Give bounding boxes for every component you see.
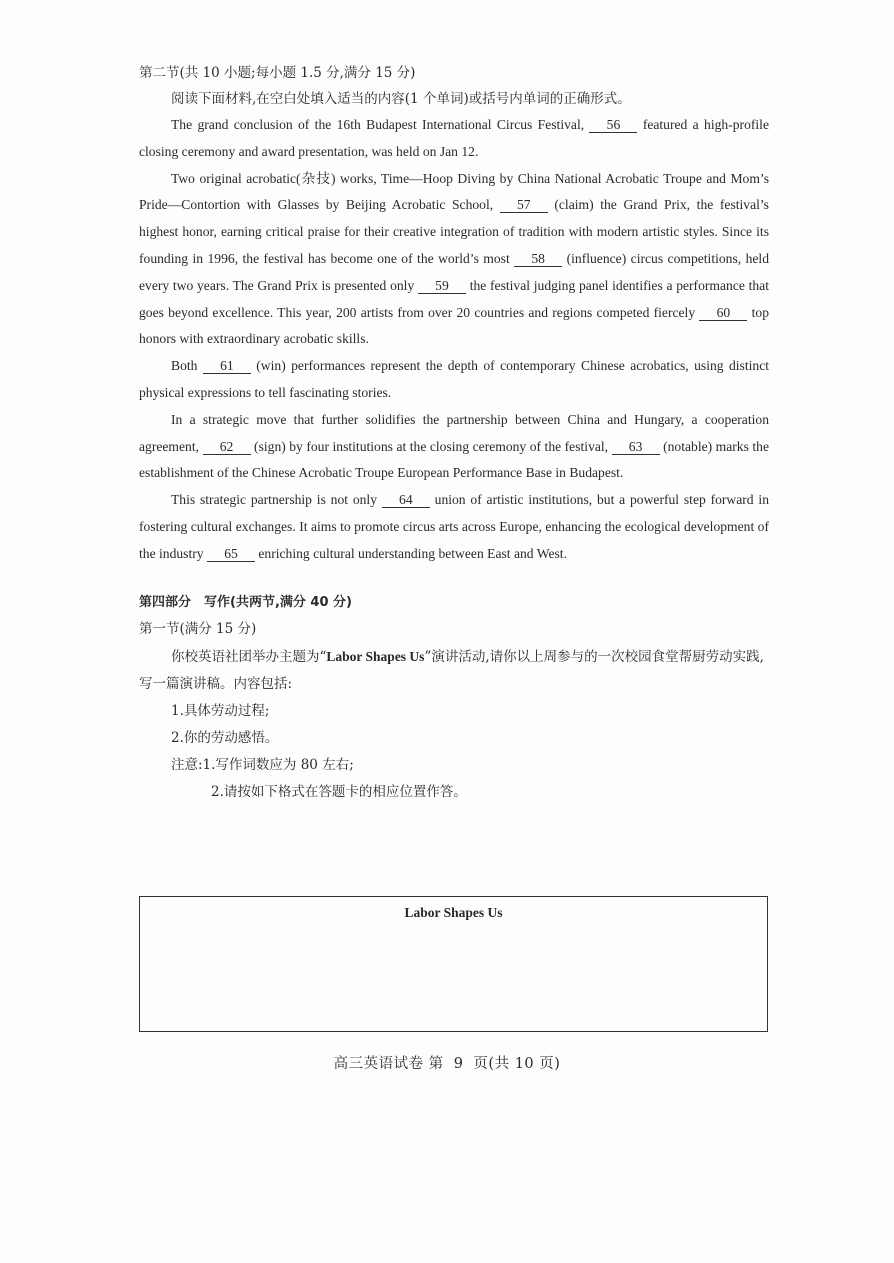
writing-note-2: 2.请按如下格式在答题卡的相应位置作答。 — [211, 783, 467, 800]
passage-paragraph-3 — [139, 353, 769, 407]
writing-prompt-theme: Labor Shapes Us — [326, 648, 425, 664]
writing-prompt-text: ”演讲活动,请你以上周参与的一次校园食堂帮厨劳动实践,写一篇演讲稿。内容包括: — [139, 648, 764, 692]
blank-60[interactable]: 60 — [699, 305, 747, 321]
blank-64[interactable]: 64 — [382, 492, 430, 508]
footer-left: 高三英语试卷 第 — [333, 1056, 444, 1072]
writing-item-1: 1.具体劳动过程; — [171, 702, 270, 719]
blank-65[interactable]: 65 — [207, 546, 255, 562]
blank-63[interactable]: 63 — [612, 439, 660, 455]
passage-text: This strategic partnership is not only — [171, 492, 378, 508]
passage-text: enriching cultural understanding between East and West. — [258, 545, 567, 561]
blank-57[interactable]: 57 — [500, 197, 548, 213]
passage-text: (claim) the Grand Prix, the festival’s highest honor, earning critical praise for their creative integration of tradition with modern artistic styles. Since its founding in 1996, the festival has become one of the world’s most — [139, 197, 769, 266]
passage-paragraph-1 — [139, 112, 769, 166]
passage-text: union of artistic institutions, but a powerful step forward in fostering cultural exchanges. It aims to promote circus arts across Europe, enhancing the ecological development of the industry — [139, 492, 769, 561]
footer-right: 页(共 10 页) — [473, 1056, 561, 1072]
blank-59[interactable]: 59 — [418, 278, 466, 294]
blank-56[interactable]: 56 — [589, 117, 637, 133]
part4-section1-title: 第一节(满分 15 分) — [139, 620, 257, 637]
section2-instruction: 阅读下面材料,在空白处填入适当的内容(1 个单词)或括号内单词的正确形式。 — [171, 91, 631, 107]
passage-text: (sign) by four institutions at the closing ceremony of the festival, — [254, 438, 609, 454]
section2-title: 第二节(共 10 小题;每小题 1.5 分,满分 15 分) — [139, 65, 416, 81]
writing-prompt-text: 你校英语社团举办主题为“ — [171, 648, 327, 665]
blank-61[interactable]: 61 — [203, 358, 251, 374]
answer-box-title: Labor Shapes Us — [404, 905, 503, 920]
writing-prompt — [139, 643, 769, 698]
part4-title: 第四部分 写作(共两节,满分 40 分) — [139, 594, 352, 610]
passage-paragraph-5 — [139, 487, 769, 567]
passage-text: (influence) circus competitions, held every two years. The Grand Prix is presented only — [139, 250, 770, 293]
answer-box[interactable] — [139, 896, 768, 1032]
passage-text: (notable) marks the establishment of the Chinese Acrobatic Troupe European Performance Base in Budapest. — [139, 438, 770, 481]
passage-text: featured a high-profile closing ceremony and award presentation, was held on Jan 12. — [139, 117, 769, 159]
passage-paragraph-2 — [139, 166, 769, 354]
passage-text: top honors with extraordinary acrobatic skills. — [139, 304, 769, 347]
blank-58[interactable]: 58 — [514, 251, 562, 267]
writing-item-2: 2.你的劳动感悟。 — [171, 729, 279, 746]
passage-text: Two original acrobatic(杂技) works, Time—Hoop Diving by China National Acrobatic Troupe and Mom’s Pride—Contortion with Glasses by Beijing Acrobatic School, — [139, 170, 769, 213]
passage-text: (win) performances represent the depth of contemporary Chinese acrobatics, using distinct physical expressions to tell fascinating stories. — [139, 358, 770, 400]
page-content — [139, 60, 769, 806]
writing-note-1: 注意:1.写作词数应为 80 左右; — [171, 756, 354, 773]
passage-text: The grand conclusion of the 16th Budapest International Circus Festival, — [171, 117, 585, 132]
page-footer — [0, 1052, 894, 1073]
passage-text: Both — [171, 358, 198, 374]
blank-62[interactable]: 62 — [203, 439, 251, 455]
passage-text: In a strategic move that further solidifies the partnership between China and Hungary, a cooperation agreement, — [139, 411, 769, 454]
passage-paragraph-4 — [139, 407, 769, 487]
passage-text: the festival judging panel identifies a performance that goes beyond excellence. This year, 200 artists from over 20 countries and regions competed fiercely — [139, 277, 769, 320]
footer-page-number: 9 — [453, 1056, 464, 1072]
